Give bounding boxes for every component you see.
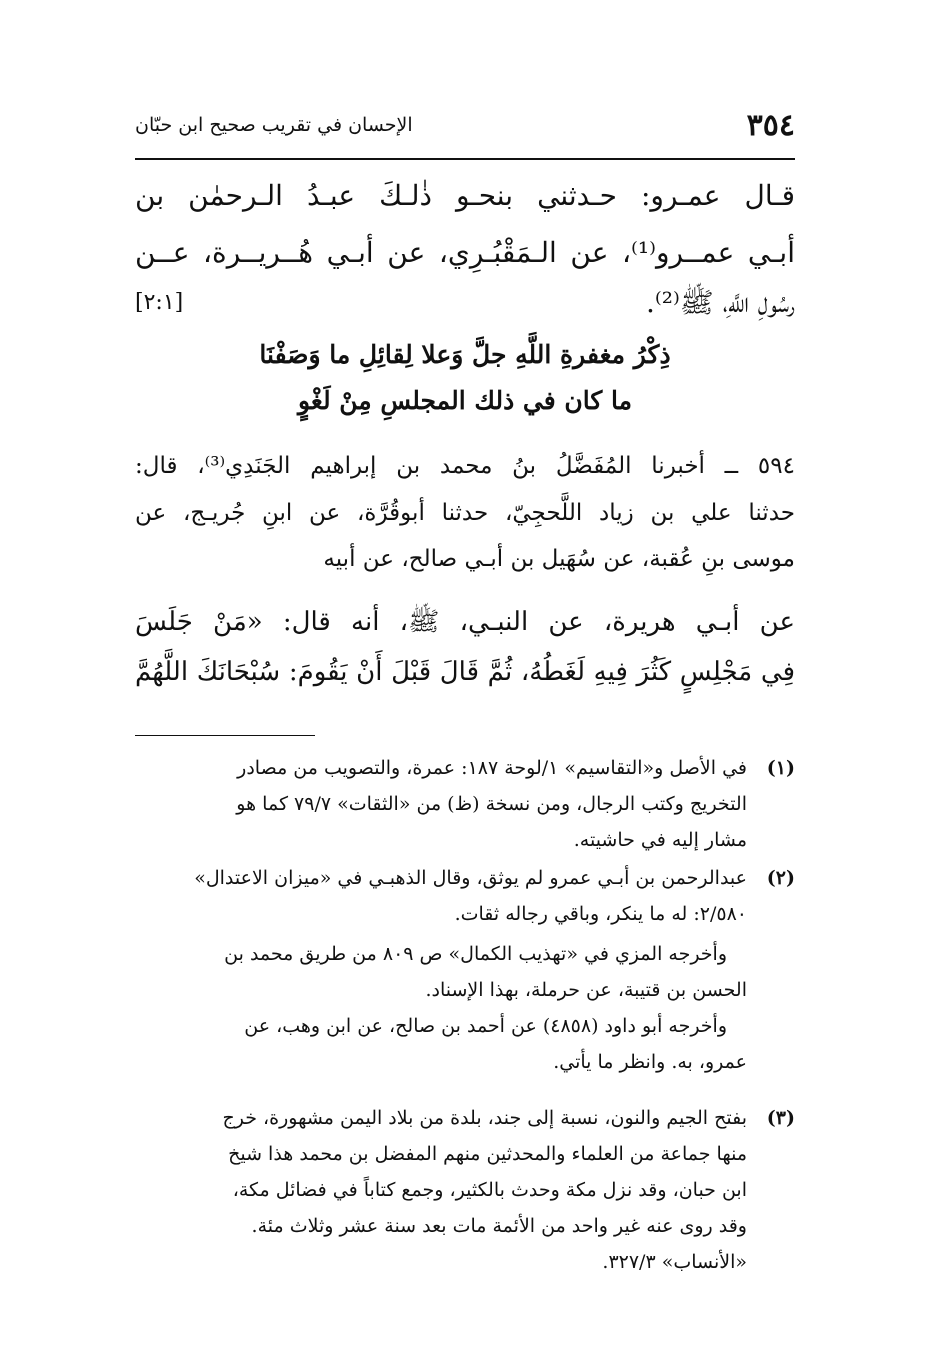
footnote-number: (٢) [766,867,795,889]
footnote-line: في الأصل و«التقاسيم» ١/لوحة ١٨٧: عمرة، والتصويب من مصادر [237,757,747,779]
footnote-line: وأخرجه المزي في «تهذيب الكمال» ص ٨٠٩ من طريق محمد بن [224,943,727,965]
chapter-heading: ذِكْرُ مغفرةِ اللَّهِ جلَّ وَعلا لِقائِلِ ما وَصَفْنَا [259,340,671,369]
footnote-separator [135,735,315,736]
footnote-2-paragraph [135,972,795,1008]
main-text-line: قـال عمـرو: حـدثني بنحـو ذٰلـكَ عبـدُ الـرحمٰن بن [135,179,795,212]
main-text-line: رسُولِ اللَّهِ، ﷺ⁽²⁾. [646,286,795,319]
footnote-2-paragraph [135,1008,795,1044]
footnote-2-paragraph [135,1044,795,1080]
footnote-line: عمرو، به. وانظر ما يأتي. [553,1051,747,1073]
footnote-number: (١) [766,757,795,779]
footnote-2 [135,860,795,932]
hadith-line: حدثنا علي بن زياد اللَّحجِيّ، حدثنا أبوقُرَّة، عن ابنِ جُريـج، عن [135,500,795,526]
footnote-line: عبدالرحمن بن أبـي عمرو لم يوثق، وقال الذهبـي في «ميزان الاعتدال» [194,867,747,889]
footnote-line: بفتح الجيم والنون، نسبة إلى جند، بلدة من بلاد اليمن مشهورة، خرج [222,1107,747,1129]
header-rule [135,158,795,160]
hadith-line: موسى بنِ عُقبة، عن سُهَيل بن أبـي صالح، عن أبيه [323,546,795,572]
footnote-line: مشار إليه في حاشيته. [573,829,747,851]
footnote-2-paragraph [135,936,795,972]
hadith-line: ٥٩٤ ــ أخبرنا المُفَضَّلُ بنُ محمد بن إبراهيم الجَنَدِي⁽³⁾، قال: [135,453,795,479]
footnote-line: ابن حبان، وقد نزل مكة وحدث بالكثير، وجمع كتاباً في فضائل مكة، [232,1179,747,1201]
hadith-line: عن أبـي هريرة، عن النبـي، ﷺ، أنه قال: «مَنْ جَلَسَ [135,607,795,637]
page-number: ٣٥٤ [746,108,795,143]
page-header [135,108,795,148]
footnote-line: «الأنساب» ٣٢٧/٣. [602,1251,747,1273]
footnote-number: (٣) [766,1107,795,1129]
footnote-line: ٢/٥٨٠: له ما ينكر، وباقي رجاله ثقات. [454,903,747,925]
footnote-line: وقد روى عنه غير واحد من الأئمة مات بعد سنة عشر وثلاث مئة. [251,1215,747,1237]
hadith-line: فِي مَجْلِسٍ كَثُرَ فِيهِ لَغَطُهُ، ثُمَّ قَالَ قَبْلَ أَنْ يَقُومَ: سُبْحَانَكَ اللَّهُمَّ [135,657,795,687]
main-text-line: أبـي عمــرو⁽¹⁾، عن الـمَقْبُـرِي، عن أبـي هُــريــرة، عــن [135,236,795,269]
book-page [135,100,795,1300]
running-title: الإحسان في تقريب صحيح ابن حبّان [135,114,413,136]
footnote-1 [135,750,795,858]
footnote-3 [135,1100,795,1280]
citation-reference: [٢:١] [135,290,184,315]
footnote-line: وأخرجه أبو داود (٤٨٥٨) عن أحمد بن صالح، عن ابن وهب، عن [244,1015,727,1037]
footnote-line: منها جماعة من العلماء والمحدثين منهم المفضل بن محمد هذا شيخ [228,1143,747,1165]
chapter-heading: ما كان في ذلك المجلسِ مِنْ لَغْوٍ [297,386,633,415]
footnote-line: التخريج وكتب الرجال، ومن نسخة (ظ) من «الثقات» ٧٩/٧ كما هو [236,793,747,815]
footnote-line: الحسن بن قتيبة، عن حرملة، بهذا الإسناد. [425,979,747,1001]
